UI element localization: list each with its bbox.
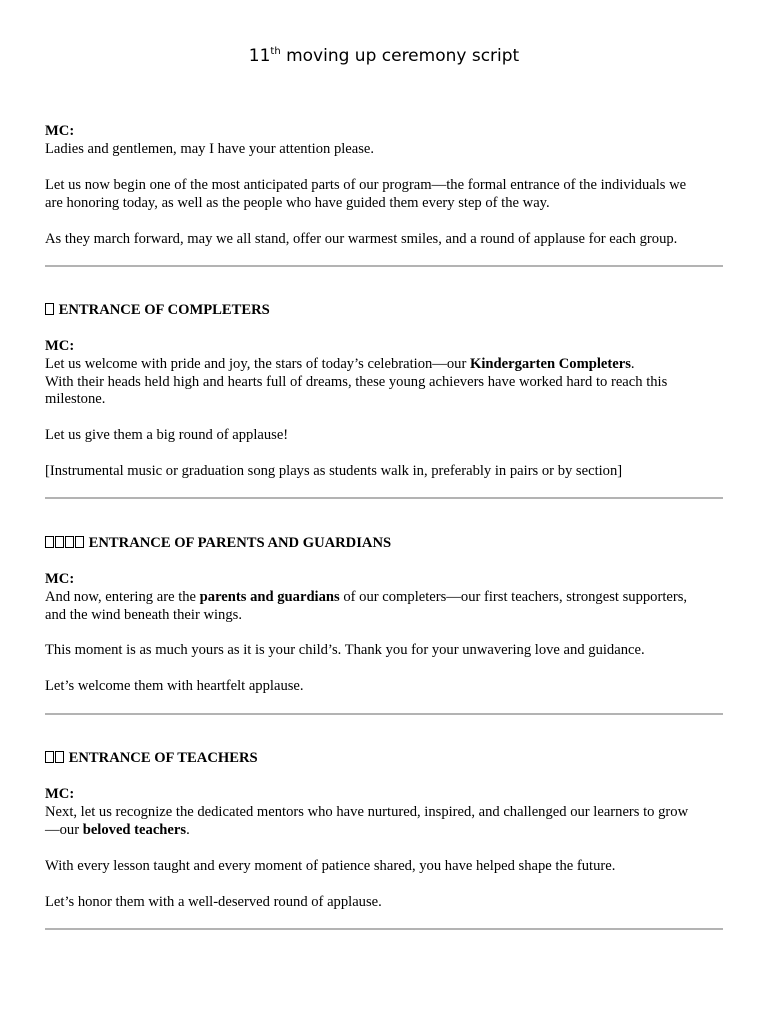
parents-speaker: MC: <box>45 571 75 587</box>
intro-para-3: As they march forward, may we all stand, offer our warmest smiles, and a round of applause for each group. <box>45 231 678 247</box>
intro-para-2-line-1: Let us now begin one of the most anticipated parts of our program—the formal entrance of the individuals we <box>45 177 687 193</box>
section-divider <box>45 713 723 715</box>
parents-para-3: Let’s welcome them with heartfelt applause. <box>45 678 304 694</box>
teachers-heading: ENTRANCE OF TEACHERS <box>45 749 725 767</box>
completers-heading: ENTRANCE OF COMPLETERS <box>45 301 725 319</box>
missing-emoji-icon <box>45 303 54 315</box>
document-title: 11th moving up ceremony script <box>248 46 520 66</box>
teachers-para-2: With every lesson taught and every moment of patience shared, you have helped shape the future. <box>45 858 616 874</box>
intro-line-1: Ladies and gentlemen, may I have your attention please. <box>45 141 375 157</box>
section-divider <box>45 497 723 499</box>
intro-speaker: MC: <box>45 123 75 139</box>
missing-emoji-icon <box>45 751 54 763</box>
teachers-para-3: Let’s honor them with a well-deserved round of applause. <box>45 894 382 910</box>
parents-heading: ENTRANCE OF PARENTS AND GUARDIANS <box>45 534 725 552</box>
missing-emoji-icon <box>75 536 84 548</box>
missing-emoji-icon <box>55 536 64 548</box>
missing-emoji-icon <box>65 536 74 548</box>
teachers-speaker: MC: <box>45 786 75 802</box>
completers-line-3: milestone. <box>45 391 106 407</box>
parents-line-1: And now, entering are the parents and guardians of our completers—our first teachers, strongest supporters, <box>45 589 688 605</box>
section-divider <box>45 928 723 930</box>
section-divider <box>45 265 723 267</box>
missing-emoji-icon <box>55 751 64 763</box>
completers-stage-direction: [Instrumental music or graduation song plays as students walk in, preferably in pairs or by section] <box>45 463 623 479</box>
intro-para-2-line-2: are honoring today, as well as the people who have guided them every step of the way. <box>45 195 550 211</box>
parents-para-2: This moment is as much yours as it is your child’s. Thank you for your unwavering love and guidance. <box>45 642 645 658</box>
teachers-line-1: Next, let us recognize the dedicated mentors who have nurtured, inspired, and challenged our learners to grow <box>45 804 689 820</box>
parents-line-2: and the wind beneath their wings. <box>45 607 242 623</box>
completers-applause: Let us give them a big round of applause! <box>45 427 289 443</box>
completers-line-2: With their heads held high and hearts full of dreams, these young achievers have worked hard to reach this <box>45 374 668 390</box>
missing-emoji-icon <box>45 536 54 548</box>
completers-speaker: MC: <box>45 338 75 354</box>
teachers-line-2: —our beloved teachers. <box>45 822 190 838</box>
completers-line-1: Let us welcome with pride and joy, the stars of today’s celebration—our Kindergarten Completers. <box>45 356 635 372</box>
